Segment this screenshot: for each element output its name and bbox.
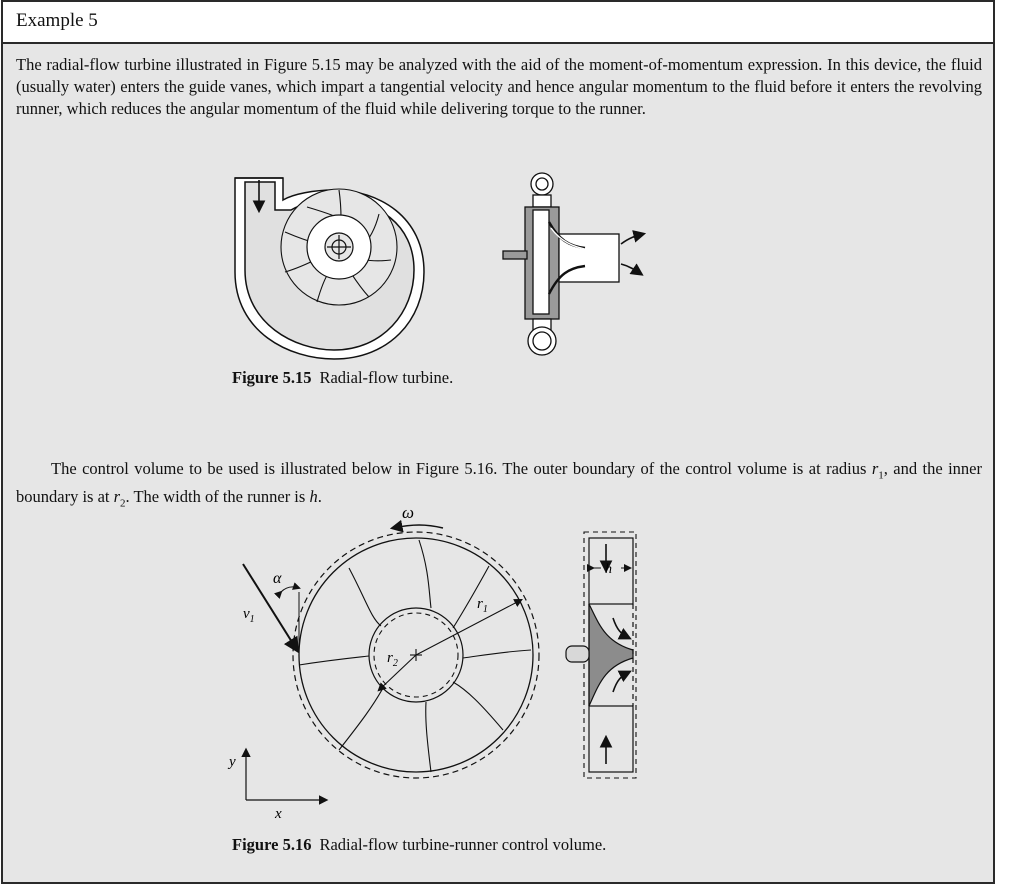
runner-side-view [566,532,636,778]
figure-5-16-caption [232,835,606,855]
figure-5-15-label: Figure 5.15 [232,368,312,387]
example-header [3,2,993,44]
control-volume-figure [221,500,661,822]
r1-subscript: 1 [878,469,884,482]
r2-label: $r_2$ [387,650,398,669]
h-label: h [605,562,612,577]
figure-5-16-label: Figure 5.16 [232,835,312,854]
r1-symbol: r [871,459,879,478]
inflow-velocity-vector [243,564,299,650]
omega-arrow [393,525,443,528]
figure-5-15-caption [232,368,453,388]
r2-symbol: r [113,487,121,507]
figure-5-15-caption-text: Radial-flow turbine. [319,368,454,387]
outflow-arrows [621,234,643,274]
control-volume-sentence-2: , and the inner boundary is at [16,459,983,507]
example-title: Example 5 [16,10,98,31]
intro-paragraph: The radial-flow turbine illustrated in Figure 5.15 may be analyzed with the aid of the moment-of-momentum expression. In this device, the fluid (usually water) enters the guide vanes, which impart a tangential velocity and hence angular momentum to the fluid before it enters the revolving runner, which reduces the angular momentum of the fluid while delivering torque to the runner. [16,55,982,118]
radial-flow-turbine-figure [229,162,669,362]
runner [307,215,371,279]
x-axis-label: x [275,806,282,822]
example-card [1,0,995,884]
y-axis-label: y [229,754,236,770]
omega-label: ω [402,503,415,522]
control-volume-sentence-end: . [317,487,322,507]
control-volume-sentence-1: The control volume to be used is illustrated below in Figure 5.16. The outer boundary of the control volume is at radius [51,459,867,478]
v1-label: $v_1$ [243,606,255,625]
h-symbol: h [309,487,318,507]
control-volume-sentence-3: . The width of the runner is [125,487,306,507]
alpha-label: α [273,570,282,587]
xy-axes [246,750,326,800]
turbine-side-section [503,173,619,355]
figure-5-16-caption-text: Radial-flow turbine-runner control volume. [319,835,607,854]
r1-label: $r_1$ [477,596,488,615]
r2-subscript: 2 [120,497,126,510]
